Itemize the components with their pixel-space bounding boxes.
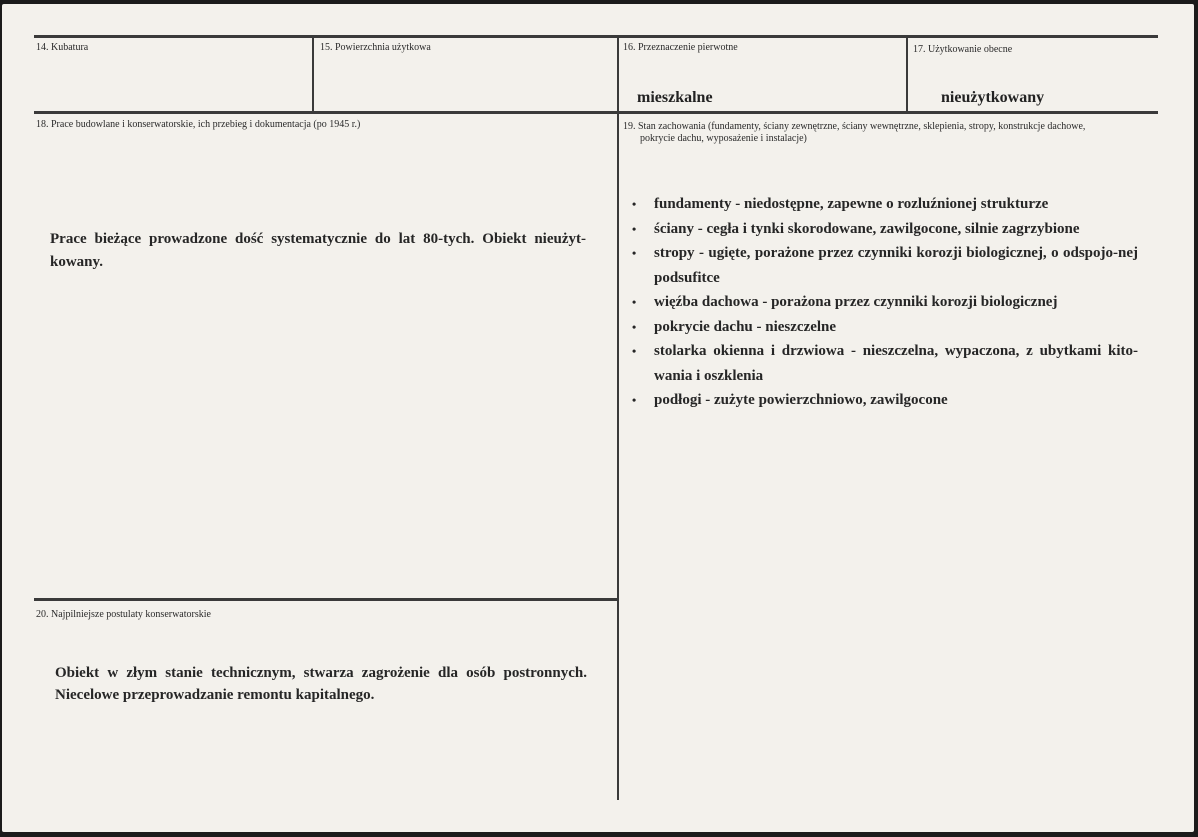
- divider-16-17: [906, 36, 908, 113]
- condition-item: • stolarka okienna i drzwiowa - nieszczelna, wypaczona, z ubytkami kito-wania i oszklenia: [618, 339, 1138, 388]
- field-15-label: 15. Powierzchnia użytkowa: [320, 42, 431, 53]
- field-19-label-line1: 19. Stan zachowania (fundamenty, ściany zewnętrzne, ściany wewnętrzne, sklepienia, stropy, konstrukcje dachowe,: [623, 121, 1086, 132]
- field-17-value: nieużytkowany: [941, 89, 1045, 106]
- rule-row1-bottom: [34, 111, 1158, 114]
- bullet-icon: •: [632, 295, 637, 309]
- bullet-icon: •: [632, 246, 637, 260]
- field-18-label: 18. Prace budowlane i konserwatorskie, ich przebieg i dokumentacja (po 1945 r.): [36, 119, 361, 130]
- field-17-label: 17. Użytkowanie obecne: [913, 44, 1013, 55]
- condition-item: • stropy - ugięte, porażone przez czynniki korozji biologicznej, o odspojo-nej podsufitce: [618, 241, 1138, 290]
- bullet-icon: •: [632, 221, 637, 236]
- rule-top: [34, 35, 1158, 38]
- condition-item: • pokrycie dachu - nieszczelne: [618, 315, 1138, 340]
- field-19-label-line2: pokrycie dachu, wyposażenie i instalacje): [640, 133, 807, 144]
- condition-list: [618, 192, 1138, 413]
- bullet-icon: •: [632, 393, 637, 407]
- condition-item: • fundamenty - niedostępne, zapewne o rozluźnionej strukturze: [618, 192, 1138, 217]
- divider-center: [617, 36, 619, 800]
- bullet-icon: •: [632, 344, 637, 358]
- field-20-label: 20. Najpilniejsze postulaty konserwatorskie: [36, 609, 211, 620]
- condition-item: • więźba dachowa - porażona przez czynniki korozji biologicznej: [618, 290, 1138, 315]
- field-18-text: Prace bieżące prowadzone dość systematycznie do lat 80-tych. Obiekt nieużyt-kowany.: [50, 231, 586, 270]
- condition-item: • ściany - cegła i tynki skorodowane, zawilgocone, silnie zagrzybione: [618, 217, 1138, 242]
- condition-item: • podłogi - zużyte powierzchniowo, zawilgocone: [618, 388, 1138, 413]
- field-14-label: 14. Kubatura: [36, 42, 89, 53]
- field-16-label: 16. Przeznaczenie pierwotne: [623, 42, 738, 53]
- bullet-icon: •: [632, 319, 637, 334]
- divider-14-15: [312, 36, 314, 113]
- bullet-icon: •: [632, 197, 637, 211]
- field-16-value: mieszkalne: [637, 89, 713, 106]
- rule-section20-top: [34, 598, 618, 601]
- field-20-text: Obiekt w złym stanie technicznym, stwarza zagrożenie dla osób postronnych. Niecelowe przeprowadzanie remontu kapitalnego.: [55, 665, 587, 703]
